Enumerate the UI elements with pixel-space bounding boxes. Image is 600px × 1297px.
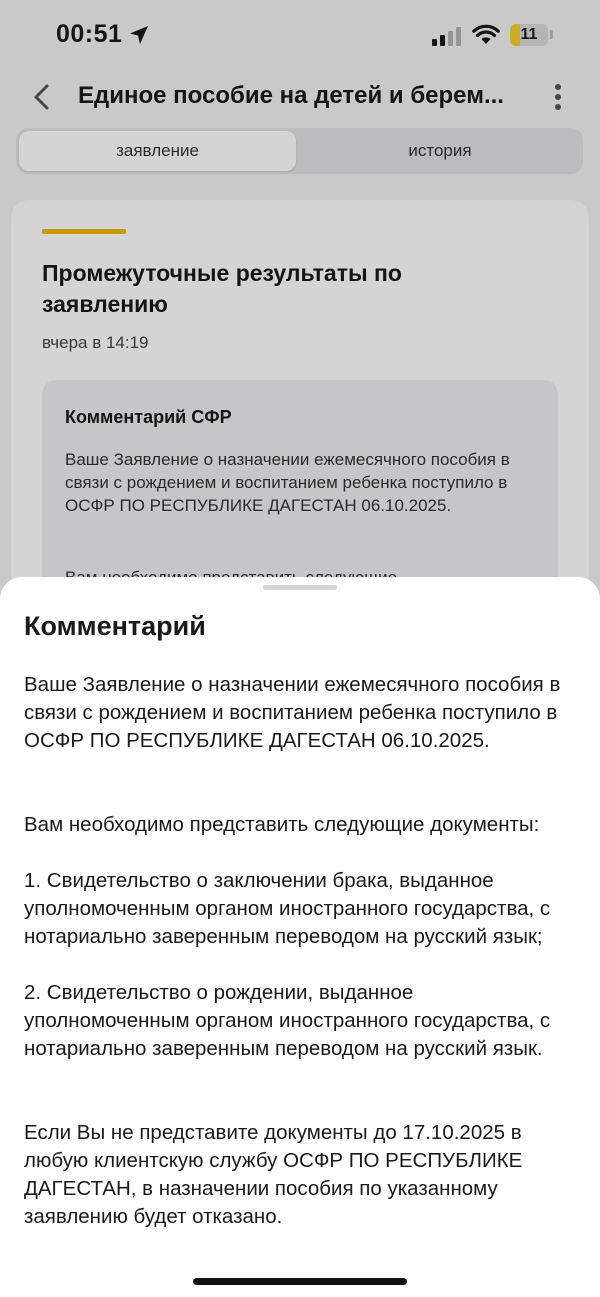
comment-box-title: Комментарий СФР [65,407,232,427]
comment-box-text: Ваше Заявление о назначении ежемесячного пособия в связи с рождением и воспитанием ребенка поступило в ОСФР ПО РЕСПУБЛИКЕ ДАГЕСТАН 06.10.2025. [65,450,510,515]
comment-bottom-sheet [0,577,600,1297]
sheet-list-item-2: 2. Свидетельство о рождении, выданное уполномоченным органом иностранного государства, с нотариально заверенным переводом на русский язык. [24,981,551,1060]
sheet-grabber[interactable] [263,585,337,590]
home-indicator[interactable] [193,1278,407,1285]
page-title: Единое пособие на детей и берем... [78,82,504,109]
sheet-paragraph-2-intro: Вам необходимо представить следующие документы: [24,813,540,836]
sheet-paragraph-1: Ваше Заявление о назначении ежемесячного пособия в связи с рождением и воспитанием ребенка поступило в ОСФР ПО РЕСПУБЛИКЕ ДАГЕСТАН 06.10.2025. [24,673,561,752]
tab-history[interactable]: история [408,141,472,160]
sheet-title: Комментарий [24,611,206,641]
status-time: 00:51 [56,20,123,48]
card-date: вчера в 14:19 [42,333,149,352]
battery-level: 11 [520,26,538,43]
card-title: Промежуточные результаты по заявлению [42,260,402,317]
sheet-list-item-1: 1. Свидетельство о заключении брака, выданное уполномоченным органом иностранного государства, с нотариально заверенным переводом на русский язык; [24,869,551,948]
tab-application[interactable]: заявление [19,131,296,171]
sheet-paragraph-3: Если Вы не представите документы до 17.10.2025 в любую клиентскую службу ОСФР ПО РЕСПУБЛИКЕ ДАГЕСТАН, в назначении пособия по указанному заявлению будет отказано. [24,1121,523,1228]
